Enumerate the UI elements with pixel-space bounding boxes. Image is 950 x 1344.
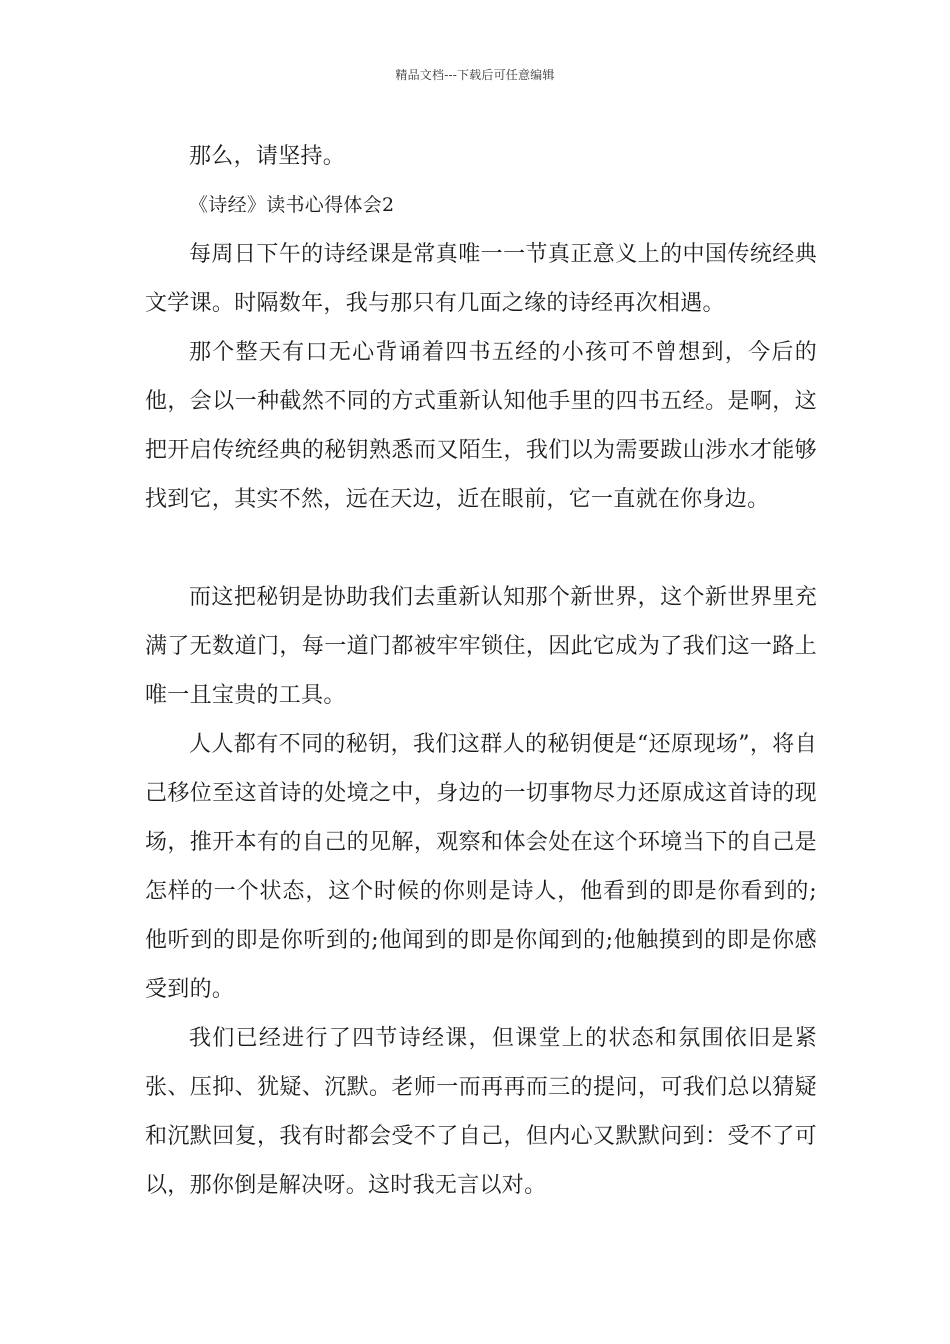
paragraph-classroom: 我们已经进行了四节诗经课，但课堂上的状态和氛围依旧是紧张、压抑、犹疑、沉默。老师一而再再而三的提问，可我们总以猜疑和沉默回复，我有时都会受不了自己，但内心又默默问到：受不了可以，那你倒是解决呀。这时我无言以对。 xyxy=(145,1026,817,1198)
paragraph-restore-scene: 人人都有不同的秘钥，我们这群人的秘钥便是“还原现场”，将自己移位至这首诗的处境之中，身边的一切事物尽力还原成这首诗的现场，推开本有的自己的见解，观察和体会处在这个环境当下的自己是怎样的一个状态，这个时候的你则是诗人，他看到的即是你看到的;他听到的即是你听到的;他闻到的即是你闻到的;他触摸到的即是你感受到的。 xyxy=(145,732,817,1002)
paragraph-key: 而这把秘钥是协助我们去重新认知那个新世界，这个新世界里充满了无数道门，每一道门都被牢牢锁住，因此它成为了我们这一路上唯一且宝贵的工具。 xyxy=(145,585,817,708)
page-header: 精品文档---下载后可任意编辑 xyxy=(395,68,555,82)
paragraph-intro: 每周日下午的诗经课是常真唯一一节真正意义上的中国传统经典文学课。时隔数年，我与那只有几面之缘的诗经再次相遇。 xyxy=(145,242,817,316)
section-title: 《诗经》读书心得体会2 xyxy=(189,194,395,216)
paragraph-closing-line: 那么，请坚持。 xyxy=(189,144,346,169)
paragraph-memory: 那个整天有口无心背诵着四书五经的小孩可不曾想到，今后的他，会以一种截然不同的方式重新认知他手里的四书五经。是啊，这把开启传统经典的秘钥熟悉而又陌生，我们以为需要跋山涉水才能够找到它，其实不然，远在天边，近在眼前，它一直就在你身边。 xyxy=(145,340,817,512)
paragraph-gap xyxy=(145,524,817,573)
document-body xyxy=(145,132,817,1210)
